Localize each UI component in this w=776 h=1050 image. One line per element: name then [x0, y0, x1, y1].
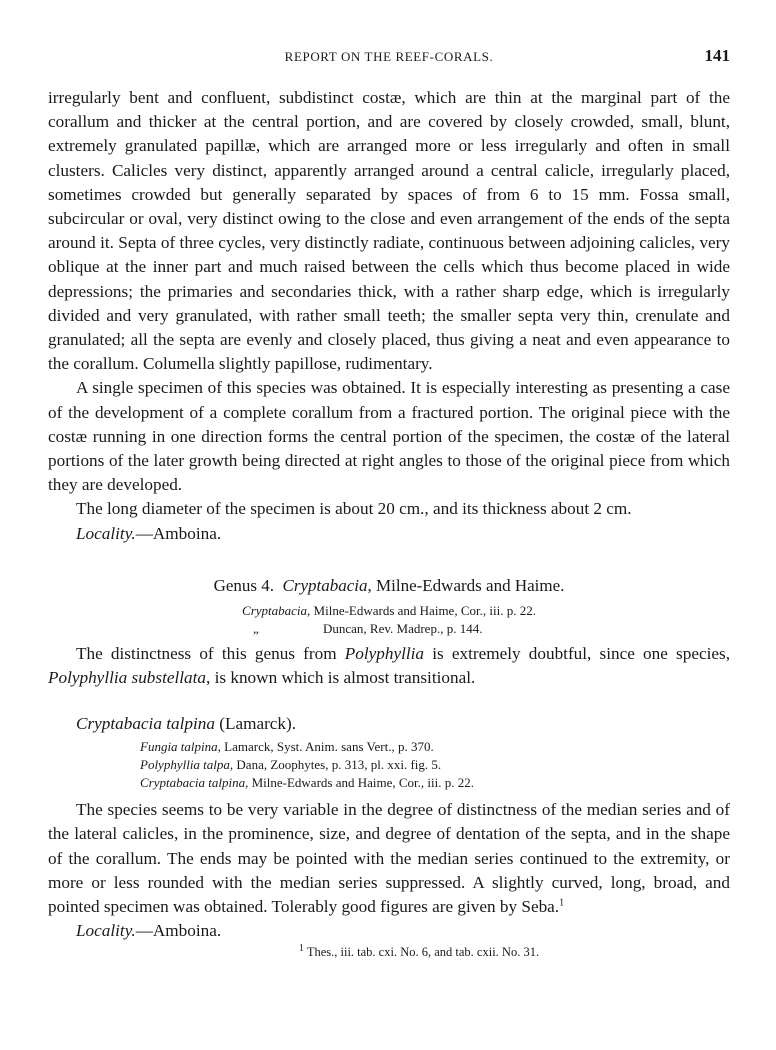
genus-prefix: Genus 4. — [213, 575, 275, 595]
synonym-ref: , Dana, Zoophytes, p. 313, pl. xxi. fig. 5. — [229, 757, 442, 773]
synonym-ref: , Milne-Edwards and Haime, Cor., iii. p. 22. — [307, 602, 536, 618]
locality-line — [48, 522, 730, 546]
locality-value: —Amboina. — [135, 921, 222, 941]
synonym-name: Polyphyllia talpa — [140, 757, 230, 773]
synonym-name: Cryptabacia — [242, 602, 308, 618]
paragraph-dimensions: The long diameter of the specimen is about 20 cm., and its thickness about 2 cm. — [76, 499, 632, 519]
text-run: , is known which is almost transitional. — [206, 668, 476, 688]
species-heading — [76, 712, 730, 736]
footnote-number: 1 — [298, 943, 304, 955]
synonym-name: Cryptabacia talpina — [140, 775, 246, 791]
genus-synonym — [48, 602, 730, 620]
text-run: The distinctness of this genus from — [76, 643, 345, 663]
genus-discussion — [48, 642, 730, 690]
species-authority: (Lamarck). — [214, 714, 297, 734]
spacer — [48, 690, 730, 712]
synonym-ref: , Milne-Edwards and Haime, Cor., iii. p. 22. — [245, 775, 475, 791]
species-synonym — [140, 738, 730, 756]
paragraph-description-continued: irregularly bent and confluent, subdistinct costæ, which are thin at the marginal part of the corallum and thicker at the central portion, and are covered by closely crowded, small, blunt, extremely granulated papillæ, which are arranged more or less irregularly and often in small clusters. Calicles very distinct, apparently arranged around a central calicle, irregularly placed, sometimes crowded but generally separated by spaces of from 6 to 15 mm. Fossa small, subcircular or oval, very distinct owing to the close and even arrangement of the ends of the septa around it. Septa of three cycles, very distinctly radiate, continuous between adjoining calicles, very oblique at the inner part and much raised between the cells which thus become placed in wide depressions; the primaries and secondaries thick, with a rather sharp edge, which is irregularly divided and very granulated, with rather small teeth; the smaller septa very thin, crenulate and granulated; all the septa are evenly and closely placed, thus giving a neat and even appearance to the corallum. Columella slightly papillose, rudimentary. — [48, 88, 730, 374]
species-name: Cryptabacia talpina — [76, 714, 215, 734]
species-synonym — [140, 774, 730, 792]
footnote — [108, 943, 730, 961]
footnote-marker[interactable]: 1 — [559, 897, 565, 909]
genus-synonym — [253, 620, 730, 638]
page-header — [48, 46, 730, 70]
genus-authority: , Milne-Edwards and Haime. — [367, 575, 565, 595]
footnote-text: Thes., iii. tab. cxi. No. 6, and tab. cxii. No. 31. — [303, 945, 540, 960]
taxon-name: Polyphyllia — [344, 643, 425, 663]
locality-label: Locality. — [76, 523, 136, 543]
species-synonym — [140, 756, 730, 774]
locality-label: Locality. — [76, 921, 136, 941]
synonym-ref: Duncan, Rev. Madrep., p. 144. — [323, 620, 483, 636]
species-synonymy — [140, 738, 730, 792]
running-title: REPORT ON THE REEF-CORALS. — [284, 49, 494, 64]
genus-heading — [48, 574, 730, 598]
body-text — [48, 86, 730, 961]
taxon-name: Polyphyllia substellata — [48, 668, 207, 688]
text-run: is extremely doubtful, since one species, — [424, 643, 730, 663]
page-number: 141 — [704, 46, 730, 65]
genus-name: Cryptabacia — [282, 575, 368, 595]
species-description — [48, 798, 730, 919]
ditto-mark: „ — [253, 620, 259, 636]
text-run: The species seems to be very variable in the degree of distinctness of the median series and of the lateral calicles, in the prominence, size, and degree of dentation of the septa, and in the shape of the corallum. The ends may be pointed with the median series continued to the extremity, or more or less rounded with the median series suppressed. A slightly curved, long, broad, and pointed specimen was obtained. Tolerably good figures are given by Seba. — [48, 800, 730, 917]
paragraph-specimen: A single specimen of this species was obtained. It is especially interesting as presenting a case of the development of a complete corallum from a fractured portion. The original piece with the costæ running in one direction forms the central portion of the specimen, the costæ of the lateral portions of the later growth being directed at right angles to those of the original piece from which they are developed. — [48, 378, 730, 495]
species-locality-line — [48, 919, 730, 943]
spacer — [48, 546, 730, 574]
locality-value: —Amboina. — [135, 523, 222, 543]
synonym-ref: , Lamarck, Syst. Anim. sans Vert., p. 370. — [217, 739, 434, 755]
synonym-name: Fungia talpina — [140, 739, 218, 755]
